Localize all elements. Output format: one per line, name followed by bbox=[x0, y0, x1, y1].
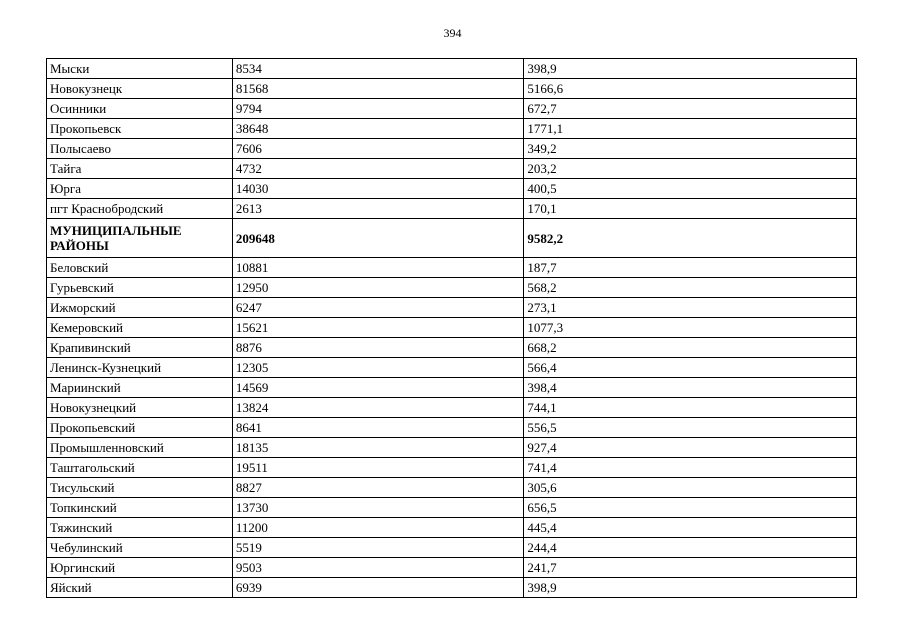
cell-name: Топкинский bbox=[47, 498, 233, 518]
cell-name: Тайга bbox=[47, 159, 233, 179]
cell-name: Крапивинский bbox=[47, 338, 233, 358]
cell-value-1: 7606 bbox=[232, 139, 523, 159]
table-row bbox=[47, 558, 857, 578]
cell-value-1: 12305 bbox=[232, 358, 523, 378]
table-row bbox=[47, 199, 857, 219]
table-row bbox=[47, 338, 857, 358]
cell-value-1: 8641 bbox=[232, 418, 523, 438]
cell-name: пгт Краснобродский bbox=[47, 199, 233, 219]
cell-value-2: 1771,1 bbox=[524, 119, 857, 139]
table-row bbox=[47, 59, 857, 79]
cell-value-2: 203,2 bbox=[524, 159, 857, 179]
cell-value-1: 13824 bbox=[232, 398, 523, 418]
cell-value-2: 305,6 bbox=[524, 478, 857, 498]
cell-value-2: 398,9 bbox=[524, 59, 857, 79]
table-row bbox=[47, 79, 857, 99]
cell-value-1: 38648 bbox=[232, 119, 523, 139]
cell-value-2: 241,7 bbox=[524, 558, 857, 578]
cell-value-1: 13730 bbox=[232, 498, 523, 518]
cell-value-1: 12950 bbox=[232, 278, 523, 298]
cell-name: Юрга bbox=[47, 179, 233, 199]
cell-name: Кемеровский bbox=[47, 318, 233, 338]
cell-name: Беловский bbox=[47, 258, 233, 278]
cell-value-2: 400,5 bbox=[524, 179, 857, 199]
cell-name: Мыски bbox=[47, 59, 233, 79]
page-number: 394 bbox=[443, 26, 462, 40]
cell-name: Новокузнецкий bbox=[47, 398, 233, 418]
section-total-2: 9582,2 bbox=[524, 219, 857, 258]
table-row bbox=[47, 478, 857, 498]
cell-name: Промышленновский bbox=[47, 438, 233, 458]
cell-value-2: 349,2 bbox=[524, 139, 857, 159]
cell-name: Гурьевский bbox=[47, 278, 233, 298]
table-body bbox=[47, 59, 857, 598]
cell-value-1: 8876 bbox=[232, 338, 523, 358]
table-row bbox=[47, 99, 857, 119]
cell-value-2: 556,5 bbox=[524, 418, 857, 438]
cell-value-1: 2613 bbox=[232, 199, 523, 219]
cell-value-2: 927,4 bbox=[524, 438, 857, 458]
table-row bbox=[47, 258, 857, 278]
cell-value-2: 398,4 bbox=[524, 378, 857, 398]
cell-value-1: 9794 bbox=[232, 99, 523, 119]
table-row bbox=[47, 139, 857, 159]
cell-value-2: 568,2 bbox=[524, 278, 857, 298]
cell-value-2: 5166,6 bbox=[524, 79, 857, 99]
cell-name: Прокопьевский bbox=[47, 418, 233, 438]
cell-value-2: 744,1 bbox=[524, 398, 857, 418]
cell-value-2: 244,4 bbox=[524, 538, 857, 558]
cell-value-1: 8534 bbox=[232, 59, 523, 79]
cell-value-2: 741,4 bbox=[524, 458, 857, 478]
cell-name: Яйский bbox=[47, 578, 233, 598]
cell-value-2: 170,1 bbox=[524, 199, 857, 219]
table-row bbox=[47, 358, 857, 378]
cell-name: Ленинск-Кузнецкий bbox=[47, 358, 233, 378]
table-row bbox=[47, 179, 857, 199]
cell-value-2: 1077,3 bbox=[524, 318, 857, 338]
cell-value-1: 19511 bbox=[232, 458, 523, 478]
cell-value-2: 445,4 bbox=[524, 518, 857, 538]
cell-value-1: 14569 bbox=[232, 378, 523, 398]
table-row bbox=[47, 538, 857, 558]
table-row bbox=[47, 159, 857, 179]
cell-value-1: 14030 bbox=[232, 179, 523, 199]
cell-name: Осинники bbox=[47, 99, 233, 119]
cell-name: Тяжинский bbox=[47, 518, 233, 538]
table-row bbox=[47, 119, 857, 139]
cell-value-1: 8827 bbox=[232, 478, 523, 498]
cell-name: Полысаево bbox=[47, 139, 233, 159]
cell-value-1: 15621 bbox=[232, 318, 523, 338]
cell-name: Юргинский bbox=[47, 558, 233, 578]
cell-value-2: 273,1 bbox=[524, 298, 857, 318]
cell-value-2: 668,2 bbox=[524, 338, 857, 358]
table-row bbox=[47, 318, 857, 338]
cell-value-1: 11200 bbox=[232, 518, 523, 538]
cell-value-2: 187,7 bbox=[524, 258, 857, 278]
section-title: МУНИЦИПАЛЬНЫЕ РАЙОНЫ bbox=[47, 219, 233, 258]
table-row bbox=[47, 438, 857, 458]
cell-value-1: 18135 bbox=[232, 438, 523, 458]
cell-value-1: 81568 bbox=[232, 79, 523, 99]
cell-value-2: 566,4 bbox=[524, 358, 857, 378]
table-row bbox=[47, 278, 857, 298]
table-row bbox=[47, 518, 857, 538]
table-row bbox=[47, 498, 857, 518]
section-total-row bbox=[47, 219, 857, 258]
cell-value-1: 6939 bbox=[232, 578, 523, 598]
cell-name: Ижморский bbox=[47, 298, 233, 318]
cell-value-2: 656,5 bbox=[524, 498, 857, 518]
cell-name: Чебулинский bbox=[47, 538, 233, 558]
cell-value-1: 4732 bbox=[232, 159, 523, 179]
table-row bbox=[47, 398, 857, 418]
cell-value-1: 5519 bbox=[232, 538, 523, 558]
cell-value-1: 6247 bbox=[232, 298, 523, 318]
cell-value-2: 398,9 bbox=[524, 578, 857, 598]
cell-name: Таштагольский bbox=[47, 458, 233, 478]
table-row bbox=[47, 578, 857, 598]
cell-name: Новокузнецк bbox=[47, 79, 233, 99]
cell-name: Прокопьевск bbox=[47, 119, 233, 139]
table-row bbox=[47, 298, 857, 318]
section-total-1: 209648 bbox=[232, 219, 523, 258]
cell-name: Мариинский bbox=[47, 378, 233, 398]
cell-value-1: 9503 bbox=[232, 558, 523, 578]
table-row bbox=[47, 378, 857, 398]
data-table bbox=[46, 58, 857, 598]
cell-value-1: 10881 bbox=[232, 258, 523, 278]
cell-value-2: 672,7 bbox=[524, 99, 857, 119]
cell-name: Тисульский bbox=[47, 478, 233, 498]
table-row bbox=[47, 458, 857, 478]
table-row bbox=[47, 418, 857, 438]
